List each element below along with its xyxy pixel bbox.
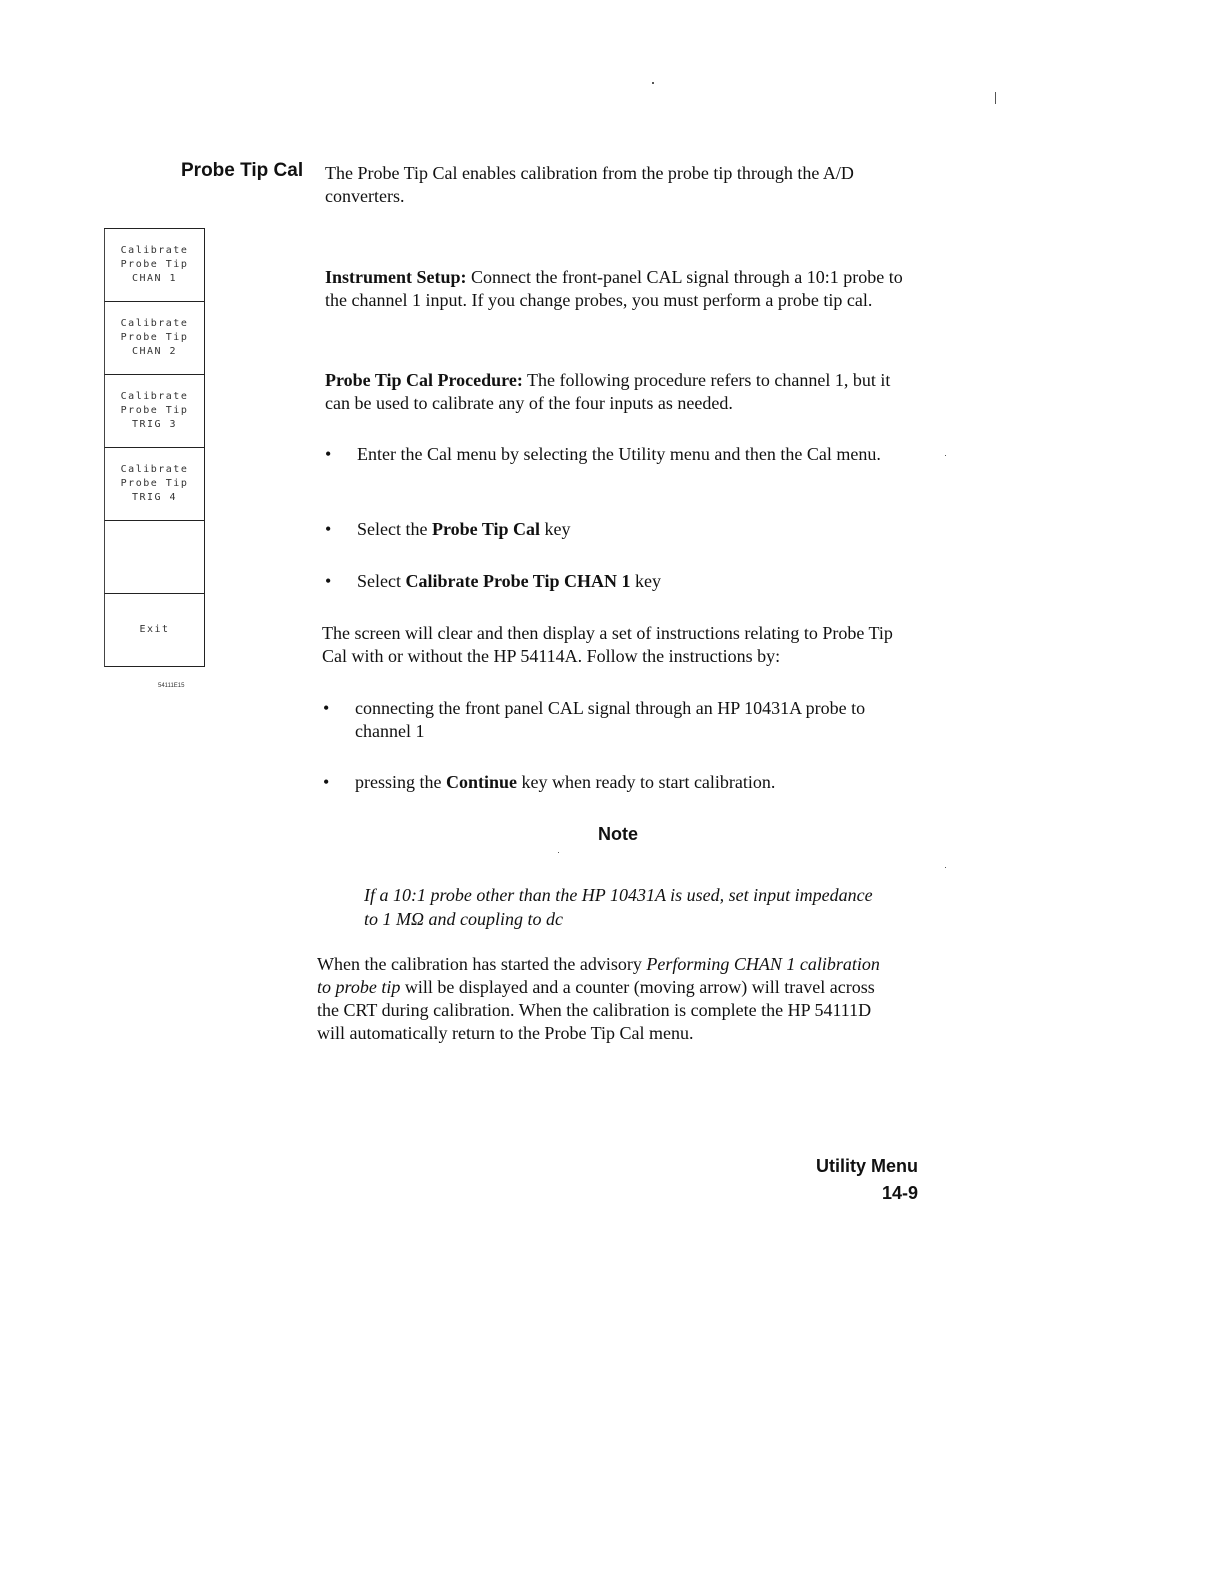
softkey-calibrate-trig3 — [104, 375, 204, 448]
step-2-key: Probe Tip Cal — [431, 519, 541, 539]
advisory-text: Performing CHAN 1 calibration to probe tip — [317, 954, 880, 997]
softkey-line: Calibrate — [120, 318, 189, 329]
softkey-menu-figure — [104, 228, 205, 667]
intro-paragraph: The Probe Tip Cal enables calibration from the probe tip through the A/D converters. — [325, 163, 854, 206]
instruction-2-pre: pressing the — [355, 772, 446, 792]
step-2-text — [357, 518, 895, 541]
softkey-calibrate-chan1 — [104, 229, 204, 302]
instrument-setup-paragraph — [325, 266, 905, 312]
instruction-2-key: Continue — [445, 772, 517, 792]
bullet-icon: • — [325, 571, 332, 591]
softkey-label: Exit — [139, 624, 170, 635]
instruction-1 — [323, 697, 913, 743]
softkey-line: TRIG 4 — [131, 492, 178, 503]
setup-text: Connect the front-panel CAL signal through a 10:1 probe to the channel 1 input. If you change probes, you must perform a probe tip cal. — [325, 267, 903, 310]
section-side-title: Probe Tip Cal — [181, 160, 304, 181]
scan-speck — [995, 92, 996, 104]
procedure-label: Probe Tip Cal Procedure: — [325, 370, 523, 390]
softkey-line: TRIG 3 — [131, 419, 178, 430]
step-3 — [325, 570, 895, 593]
note-body: If a 10:1 probe other than the HP 10431A is used, set input impedance to 1 MΩ and coupling to dc — [364, 885, 873, 929]
softkey-line: Calibrate — [120, 391, 189, 402]
instruction-2-text — [355, 771, 913, 794]
step-3-text — [357, 570, 895, 593]
step-1-text: Enter the Cal menu by selecting the Utility menu and then the Cal menu. — [357, 444, 881, 464]
footer-page-number: 14-9 — [881, 1183, 918, 1203]
scan-speck — [945, 455, 946, 456]
final-pre: When the calibration has started the advisory — [317, 954, 647, 974]
scan-speck — [558, 852, 559, 853]
page-footer — [816, 1153, 918, 1207]
instruction-2-post: key when ready to start calibration. — [517, 772, 776, 792]
step-3-pre: Select — [357, 571, 406, 591]
note-heading: Note — [598, 824, 638, 844]
step-3-post: key — [630, 571, 661, 591]
setup-label: Instrument Setup: — [325, 267, 467, 287]
final-post: will be displayed and a counter (moving arrow) will travel across the CRT during calibration. When the calibration is complete the HP 54111D will automatically return to the Probe Tip Cal menu. — [317, 977, 875, 1043]
bullet-icon: • — [323, 772, 330, 792]
scan-speck — [945, 867, 946, 868]
softkey-exit — [104, 594, 204, 667]
softkey-line: CHAN 1 — [131, 273, 178, 284]
step-1 — [325, 443, 895, 466]
instruction-1-text: connecting the front panel CAL signal through an HP 10431A probe to channel 1 — [355, 698, 866, 741]
bullet-icon: • — [323, 698, 330, 718]
softkey-line: CHAN 2 — [131, 346, 178, 357]
procedure-paragraph — [325, 369, 905, 415]
figure-id: 54111E15 — [158, 683, 185, 689]
bullet-icon: • — [325, 519, 332, 539]
scan-speck — [652, 82, 654, 84]
final-paragraph — [317, 953, 897, 1045]
step-2-pre: Select the — [357, 519, 432, 539]
softkey-line: Calibrate — [120, 464, 189, 475]
softkey-calibrate-chan2 — [104, 302, 204, 375]
footer-section: Utility Menu — [816, 1156, 918, 1176]
softkey-line: Probe Tip — [120, 478, 189, 489]
bullet-icon: • — [325, 444, 332, 464]
softkey-blank — [104, 521, 204, 594]
procedure-text: The following procedure refers to channel 1, but it can be used to calibrate any of the four inputs as needed. — [325, 370, 891, 413]
softkey-line: Calibrate — [120, 245, 189, 256]
softkey-calibrate-trig4 — [104, 448, 204, 521]
softkey-line: Probe Tip — [120, 259, 189, 270]
softkey-line: Probe Tip — [120, 332, 189, 343]
screen-paragraph: The screen will clear and then display a set of instructions relating to Probe Tip Cal with or without the HP 54114A. Follow the instructions by: — [322, 623, 893, 666]
step-2-post: key — [540, 519, 571, 539]
step-3-key: Calibrate Probe Tip CHAN 1 — [405, 571, 631, 591]
instruction-2 — [323, 771, 913, 794]
softkey-line: Probe Tip — [120, 405, 189, 416]
step-2 — [325, 518, 895, 541]
